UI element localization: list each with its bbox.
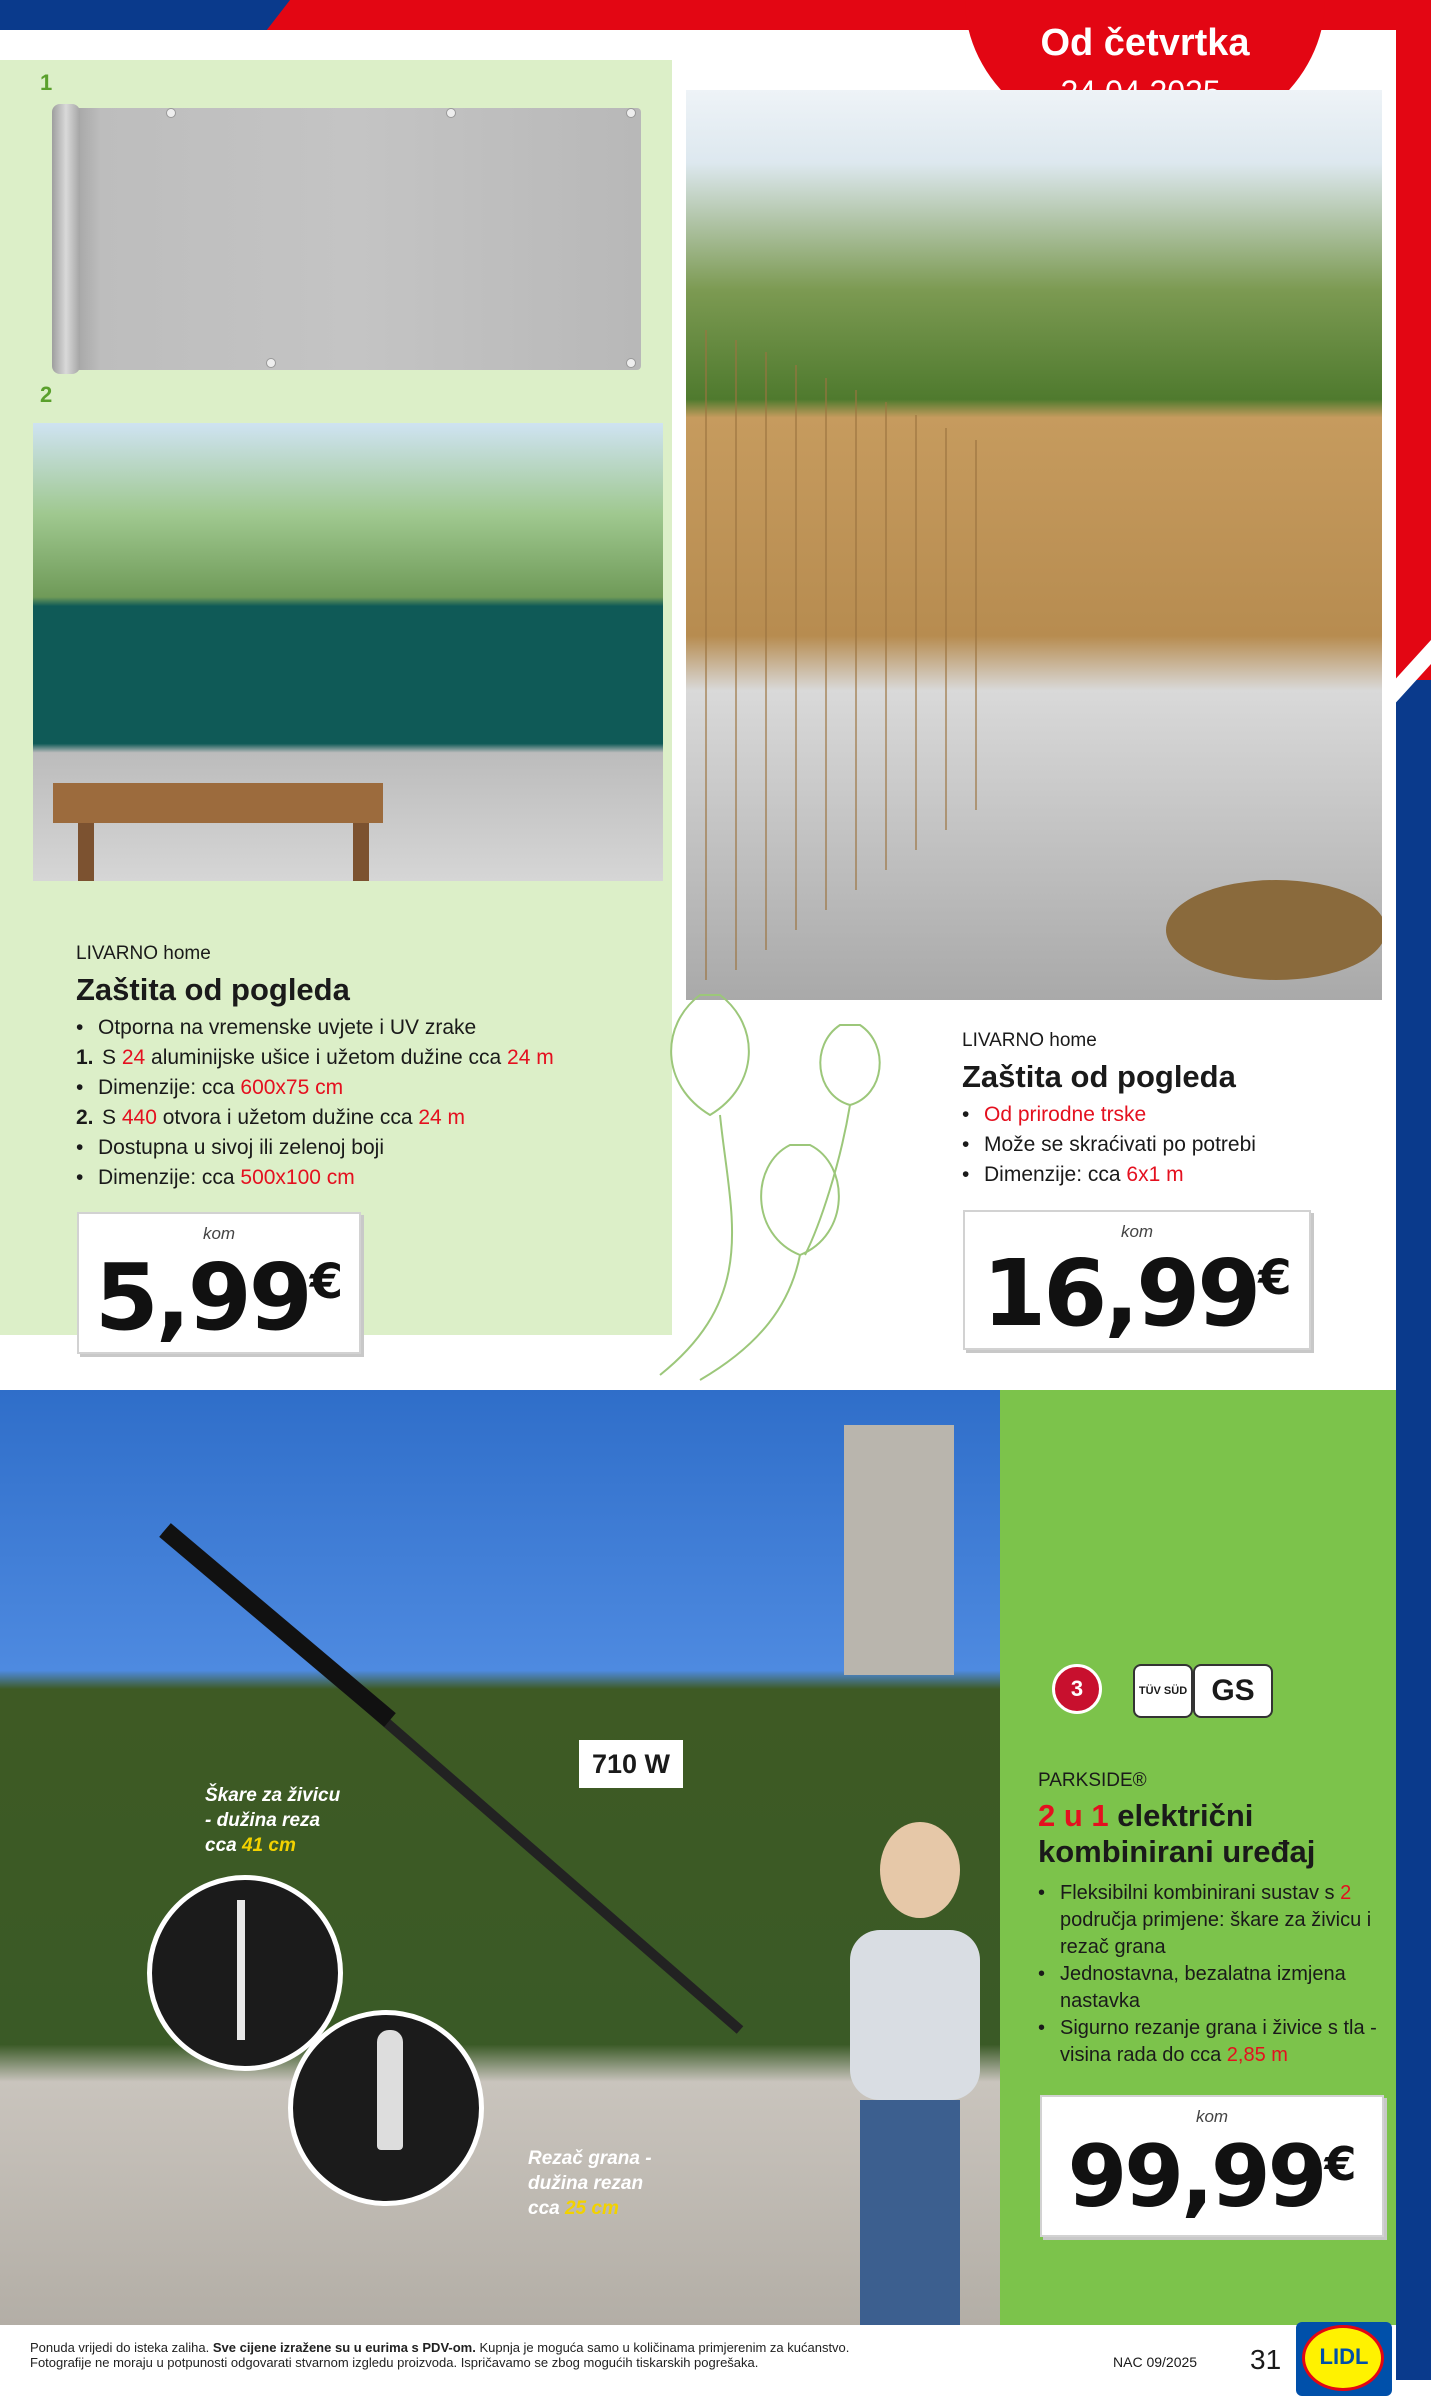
date-label: Od četvrtka bbox=[1040, 22, 1250, 64]
table-leg bbox=[78, 823, 94, 881]
right-red-edge bbox=[1396, 30, 1431, 680]
feature-number: 1. bbox=[76, 1046, 94, 1069]
feature-text: S bbox=[102, 1106, 122, 1129]
eyelet bbox=[446, 108, 456, 118]
caption-line bbox=[528, 2196, 652, 2221]
feature-item bbox=[962, 1160, 1382, 1190]
feature-text: otvora i užetom dužine cca bbox=[156, 1106, 419, 1129]
product-3-features bbox=[1038, 1880, 1378, 2069]
screen-roll bbox=[52, 104, 80, 374]
bullet-icon: • bbox=[1038, 2017, 1046, 2039]
product-2-features bbox=[962, 1100, 1382, 1190]
feature-text: Dimenzije: cca bbox=[98, 1076, 241, 1099]
footer-text: Kupnja je moguća samo u količinama primjerenim za kućanstvo. bbox=[475, 2340, 850, 2355]
feature-item bbox=[76, 1133, 636, 1163]
caption-text: cca bbox=[528, 2198, 565, 2219]
eyelet bbox=[626, 358, 636, 368]
product-1-price-box bbox=[77, 1212, 361, 1354]
power-badge: 710 W bbox=[579, 1740, 683, 1788]
eyelet bbox=[166, 108, 176, 118]
bullet-icon: • bbox=[76, 1016, 84, 1039]
top-blue-stripe bbox=[0, 0, 290, 30]
title-highlight: 2 u 1 bbox=[1038, 1798, 1109, 1833]
catalog-code: NAC 09/2025 bbox=[1113, 2354, 1198, 2370]
bullet-icon: • bbox=[76, 1076, 84, 1099]
bullet-icon: • bbox=[1038, 1963, 1046, 1985]
feature-item bbox=[962, 1130, 1382, 1160]
feature-text: područja primjene: škare za živicu i rezač grana bbox=[1060, 1909, 1372, 1958]
product-3-brand: PARKSIDE® bbox=[1038, 1770, 1147, 1791]
product-3-price-box bbox=[1040, 2095, 1384, 2237]
bullet-icon: • bbox=[76, 1166, 84, 1189]
image-label-2: 2 bbox=[40, 382, 53, 407]
page-number: 31 bbox=[1250, 2344, 1282, 2375]
caption-line bbox=[205, 1833, 340, 1858]
feature-highlight: 6x1 m bbox=[1126, 1163, 1184, 1186]
chain-saw-bar bbox=[377, 2030, 403, 2150]
feature-item bbox=[76, 1103, 636, 1133]
feature-highlight: 24 m bbox=[507, 1046, 554, 1069]
image-label-1: 1 bbox=[40, 70, 53, 95]
feature-item bbox=[1038, 1961, 1378, 2015]
footer-line-2: Fotografije ne moraju u potpunosti odgovarati stvarnom izgledu proizvoda. Ispričavamo se zbog mogućih tiskarskih pogrešaka. bbox=[30, 2355, 759, 2370]
feature-item bbox=[962, 1100, 1382, 1130]
product-2-brand: LIVARNO home bbox=[962, 1030, 1097, 1051]
feature-highlight: 500x100 cm bbox=[240, 1166, 355, 1189]
grey-privacy-screen-image bbox=[66, 108, 641, 370]
feature-item bbox=[1038, 1880, 1378, 1961]
wooden-table bbox=[53, 783, 383, 823]
feature-text: Fleksibilni kombinirani sustav s bbox=[1060, 1882, 1341, 1904]
title-text: električni bbox=[1108, 1798, 1254, 1833]
footer-disclaimer bbox=[30, 2340, 1090, 2370]
product-1-brand: LIVARNO home bbox=[76, 943, 211, 964]
feature-text: Dostupna u sivoj ili zelenoj boji bbox=[98, 1136, 384, 1159]
price-value bbox=[1042, 2127, 1382, 2227]
caption-length: 25 cm bbox=[564, 2198, 619, 2219]
product-3-title bbox=[1038, 1798, 1315, 1870]
product-1-features bbox=[76, 1013, 636, 1193]
price-amount: 5,99 bbox=[94, 1244, 310, 1351]
caption-line: - dužina reza bbox=[205, 1810, 321, 1831]
flower-line-art bbox=[640, 965, 910, 1385]
price-amount: 99,99 bbox=[1067, 2127, 1325, 2227]
footer-line-1 bbox=[30, 2340, 1090, 2355]
green-balcony-screen-image bbox=[33, 423, 663, 881]
product-1-title: Zaštita od pogleda bbox=[76, 972, 350, 1007]
gs-cert-icon: GS bbox=[1193, 1664, 1273, 1718]
price-currency: € bbox=[309, 1254, 344, 1310]
feature-highlight: 440 bbox=[121, 1106, 157, 1129]
price-currency: € bbox=[1324, 2137, 1357, 2191]
footer-text: Ponuda vrijedi do isteka zaliha. bbox=[30, 2340, 213, 2355]
eyelet bbox=[266, 358, 276, 368]
feature-highlight: 24 bbox=[121, 1046, 146, 1069]
feature-highlight: 24 m bbox=[418, 1106, 466, 1129]
bullet-icon: • bbox=[962, 1103, 970, 1126]
feature-item bbox=[76, 1013, 636, 1043]
feature-item bbox=[76, 1043, 636, 1073]
title-line-2: kombinirani uređaj bbox=[1038, 1834, 1316, 1869]
price-currency: € bbox=[1258, 1250, 1292, 1306]
reed-texture bbox=[686, 90, 1382, 1000]
feature-highlight: 2 bbox=[1340, 1882, 1352, 1904]
chimney bbox=[844, 1425, 954, 1675]
footer-bold-text: Sve cijene izražene su u eurima s PDV-om. bbox=[212, 2340, 476, 2355]
feature-item bbox=[76, 1163, 636, 1193]
caption-text: cca bbox=[205, 1835, 242, 1856]
feature-text: Dimenzije: cca bbox=[984, 1163, 1127, 1186]
feature-highlight: Od prirodne trske bbox=[984, 1103, 1147, 1126]
caption-line: dužina rezan bbox=[528, 2173, 644, 2194]
bullet-icon: • bbox=[76, 1136, 84, 1159]
bullet-icon: • bbox=[962, 1163, 970, 1186]
feature-text: Dimenzije: cca bbox=[98, 1166, 241, 1189]
eyelet bbox=[626, 108, 636, 118]
price-amount: 16,99 bbox=[982, 1240, 1259, 1347]
logo-text: LIDL bbox=[1319, 2344, 1369, 2369]
feature-text: Otporna na vremenske uvjete i UV zrake bbox=[98, 1016, 477, 1039]
feature-text: S bbox=[102, 1046, 122, 1069]
bullet-icon: • bbox=[1038, 1882, 1046, 1904]
product-2-price-box bbox=[963, 1210, 1311, 1350]
price-value bbox=[965, 1240, 1309, 1347]
feature-text: Jednostavna, bezalatna izmjena nastavka bbox=[1060, 1963, 1346, 2012]
bullet-icon: • bbox=[962, 1133, 970, 1156]
lidl-logo bbox=[1296, 2322, 1392, 2396]
hedge-caption bbox=[205, 1783, 340, 1858]
feature-item bbox=[76, 1073, 636, 1103]
price-unit: kom bbox=[1195, 2107, 1229, 2126]
reed-fence-image bbox=[686, 90, 1382, 1000]
feature-text: Sigurno rezanje grana i živice s tla - visina rada do cca bbox=[1060, 2017, 1377, 2066]
feature-item bbox=[1038, 2015, 1378, 2069]
caption-line: Rezač grana - bbox=[528, 2148, 652, 2169]
table-leg bbox=[353, 823, 369, 881]
feature-highlight: 600x75 cm bbox=[240, 1076, 344, 1099]
price-unit: kom bbox=[202, 1224, 236, 1243]
warranty-years-icon: 3 bbox=[1052, 1664, 1102, 1714]
feature-text: aluminijske ušice i užetom dužine cca bbox=[145, 1046, 508, 1069]
feature-highlight: 2,85 m bbox=[1226, 2044, 1288, 2066]
saw-caption bbox=[528, 2146, 652, 2221]
hedge-blade bbox=[237, 1900, 245, 2040]
right-blue-edge bbox=[1396, 680, 1431, 2380]
price-value bbox=[79, 1244, 359, 1351]
caption-length: 41 cm bbox=[241, 1835, 296, 1856]
price-unit: kom bbox=[1120, 1222, 1154, 1241]
product-2-title: Zaštita od pogleda bbox=[962, 1059, 1236, 1094]
tuv-cert-icon: TÜV SÜD bbox=[1133, 1664, 1193, 1718]
feature-text: Može se skraćivati po potrebi bbox=[984, 1133, 1256, 1156]
caption-line: Škare za živicu bbox=[205, 1785, 341, 1806]
feature-number: 2. bbox=[76, 1106, 94, 1129]
